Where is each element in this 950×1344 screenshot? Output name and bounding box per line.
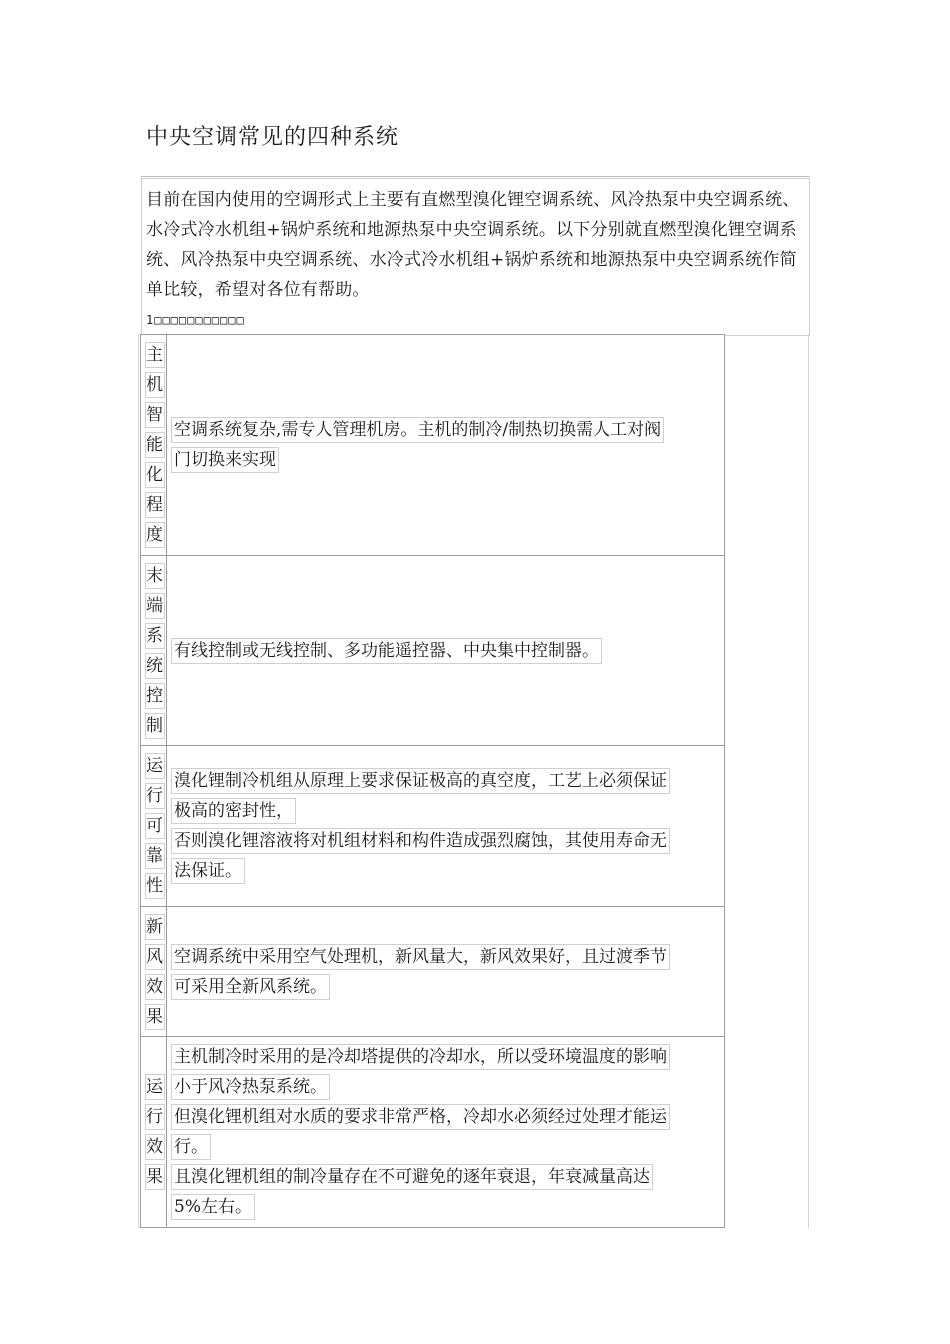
intro-paragraph: 目前在国内使用的空调形式上主要有直燃型溴化锂空调系统、风冷热泵中央空调系统、水冷式冷水机组+锅炉系统和地源热泵中央空调系统。以下分别就直燃型溴化锂空调系统、风冷热泵中央空调系统、水冷式冷水机组+锅炉系统和地源热泵中央空调系统作简单比较，希望对各位有帮助。: [146, 190, 800, 300]
row-text-line: 有线控制或无线控制、多功能遥控器、中央集中控制器。: [171, 638, 602, 664]
row-label: [143, 746, 167, 906]
table-row-reliability: [140, 745, 725, 907]
title-divider: [141, 176, 810, 177]
row-text-line: 可采用全新风系统。: [171, 974, 330, 1000]
row-label-char: 性: [145, 873, 165, 899]
row-text-line: 空调系统中采用空气处理机，新风量大，新风效果好，且过渡季节: [171, 944, 670, 970]
row-label-char: 控: [145, 683, 165, 709]
row-text-line: 法保证。: [171, 858, 245, 884]
row-label: [143, 1037, 167, 1227]
row-label-char: 效: [145, 974, 165, 1000]
row-label-char: 行: [145, 783, 165, 809]
row-label-char: 机: [145, 372, 165, 398]
row-text-line: 且溴化锂机组的制冷量存在不可避免的逐年衰退，年衰减量高达: [171, 1164, 653, 1190]
row-label-char: 运: [145, 1074, 165, 1100]
row-label-char: 末: [145, 563, 165, 589]
row-label-char: 运: [145, 753, 165, 779]
table-row-terminal-control: [140, 555, 725, 746]
row-label-char: 能: [145, 432, 165, 458]
row-text-line: 行。: [171, 1134, 211, 1160]
table-outer-right-border: [808, 334, 809, 1228]
table-row-host-intelligence: [140, 334, 725, 556]
row-label-char: 果: [145, 1004, 165, 1030]
row-text-line: 空调系统复杂,需专人管理机房。主机的制冷/制热切换需人工对阀: [171, 417, 664, 443]
row-label-char: 系: [145, 623, 165, 649]
row-content: [171, 907, 720, 1036]
page-title: 中央空调常见的四种系统: [146, 125, 400, 150]
section-heading-garbled: 1□□□□□□□□□□□: [146, 313, 245, 327]
row-text-line: 否则溴化锂溶液将对机组材料和构件造成强烈腐蚀，其使用寿命无: [171, 828, 670, 854]
row-label-char: 行: [145, 1104, 165, 1130]
row-label-char: 端: [145, 593, 165, 619]
row-label-char: 可: [145, 813, 165, 839]
row-text-line: 极高的密封性，: [171, 798, 296, 824]
row-content: [171, 335, 720, 555]
row-label-char: 制: [145, 713, 165, 739]
row-label-char: 智: [145, 402, 165, 428]
row-label: [143, 556, 167, 745]
row-text-line: 小于风冷热泵系统。: [171, 1074, 330, 1100]
row-label-char: 程: [145, 492, 165, 518]
row-label: [143, 335, 167, 555]
row-text-line: 主机制冷时采用的是冷却塔提供的冷却水，所以受环境温度的影响: [171, 1044, 670, 1070]
row-label-char: 度: [145, 522, 165, 548]
row-label-char: 效: [145, 1134, 165, 1160]
row-text-line: 溴化锂制冷机组从原理上要求保证极高的真空度，工艺上必须保证: [171, 768, 670, 794]
row-label-char: 新: [145, 914, 165, 940]
table-outer-left-border: [138, 334, 139, 1228]
row-text-line: 门切换来实现: [171, 447, 279, 473]
intro-box: [141, 178, 810, 336]
table-row-fresh-air: [140, 906, 725, 1037]
row-label-char: 化: [145, 462, 165, 488]
row-text-line: 但溴化锂机组对水质的要求非常严格，冷却水必须经过处理才能运: [171, 1104, 670, 1130]
table-row-operation-effect: [140, 1036, 725, 1228]
row-label-char: 统: [145, 653, 165, 679]
row-content: [171, 556, 720, 745]
row-content: [171, 746, 720, 906]
row-label: [143, 907, 167, 1036]
row-label-char: 主: [145, 342, 165, 368]
row-label-char: 果: [145, 1164, 165, 1190]
row-label-char: 靠: [145, 843, 165, 869]
row-label-char: 风: [145, 944, 165, 970]
row-content: [171, 1037, 720, 1227]
row-text-line: 5%左右。: [171, 1194, 255, 1220]
